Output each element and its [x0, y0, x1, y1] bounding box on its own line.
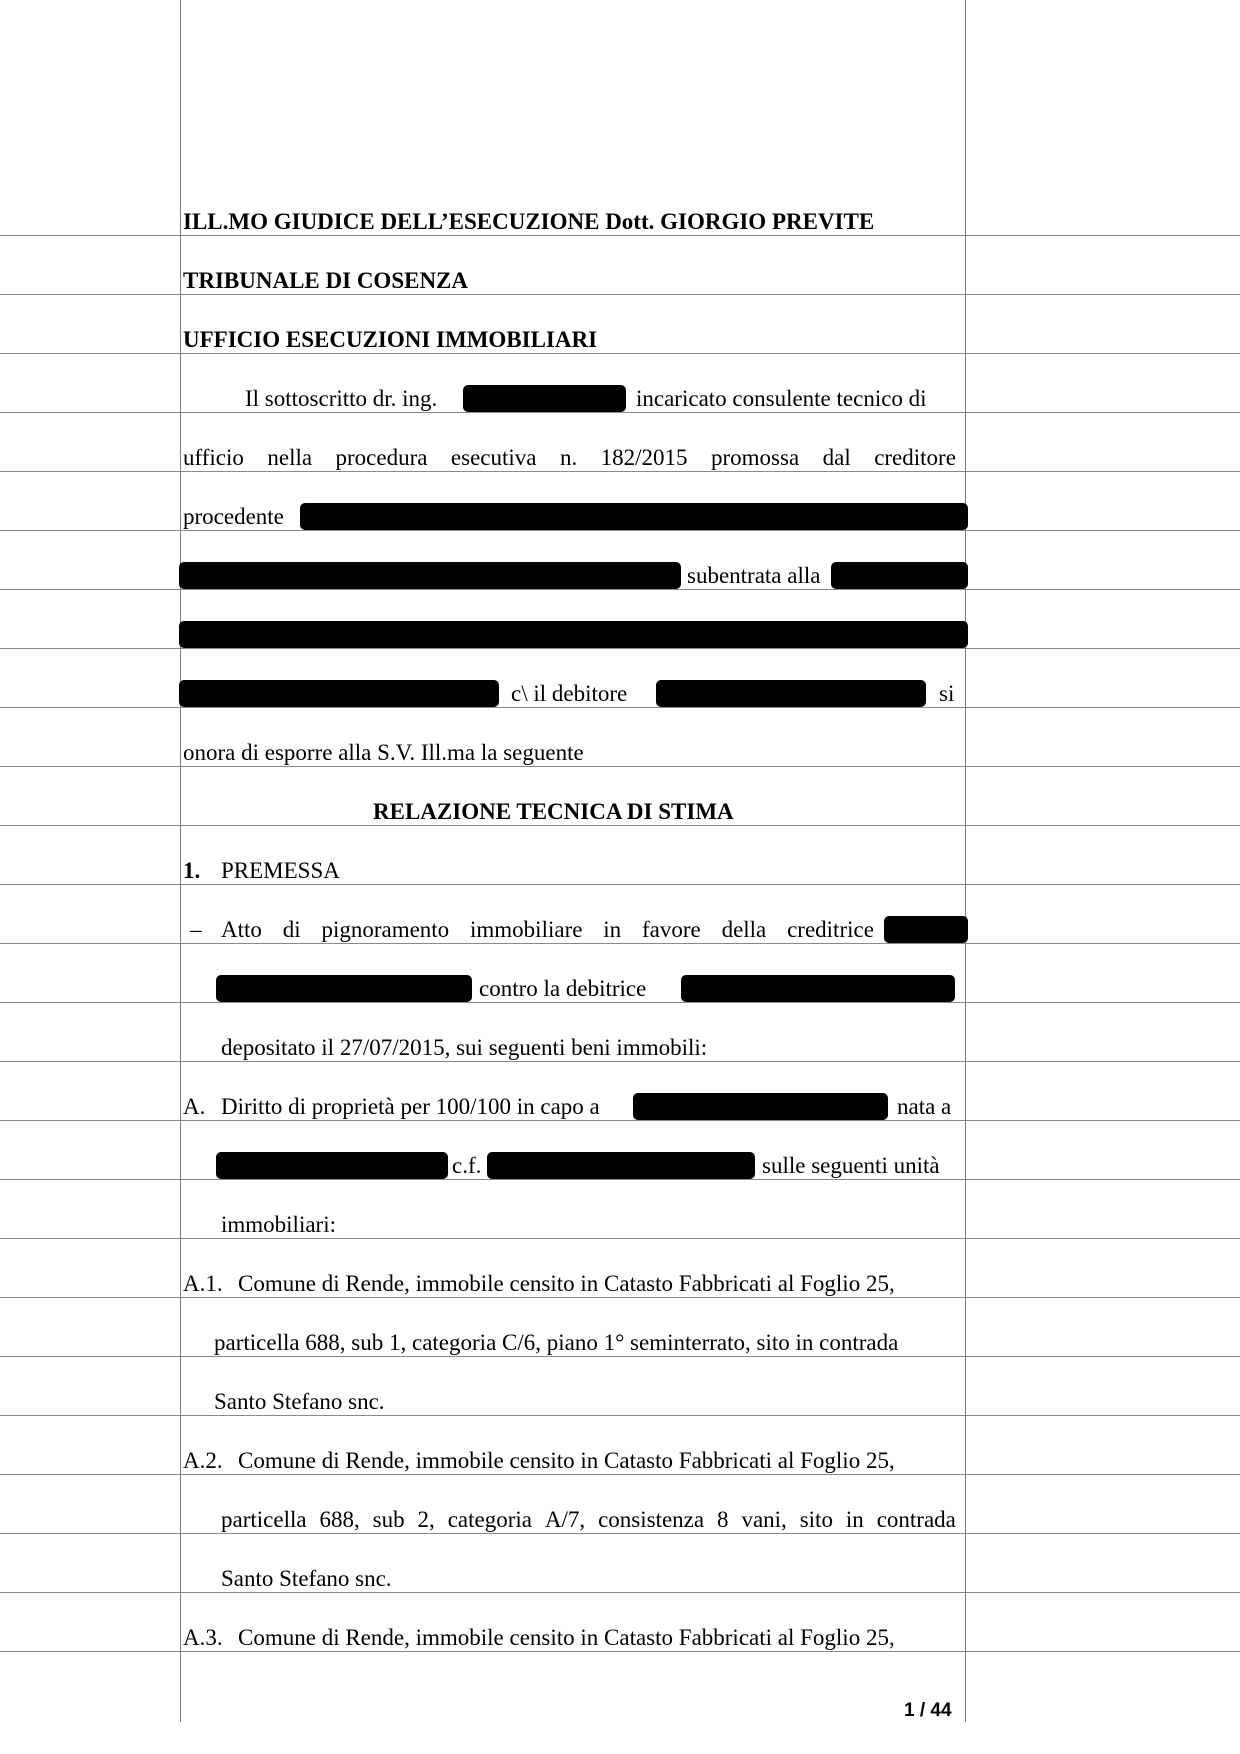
word: n. [559, 445, 578, 470]
word: Atto [221, 917, 262, 942]
redaction-block [633, 1093, 888, 1120]
redaction-block [487, 1152, 755, 1179]
item-a-line-1a: Diritto di proprietà per 100/100 in capo a [221, 1094, 600, 1119]
intro-line-1b: incaricato consulente tecnico di [636, 386, 927, 411]
subitem-a2-line-2 [221, 1505, 956, 1535]
word: vani, [741, 1507, 787, 1532]
redaction-block [831, 562, 968, 589]
word: A/7, [544, 1507, 586, 1532]
word: della [721, 917, 767, 942]
rule-line [0, 412, 1240, 413]
left-margin-line [180, 0, 181, 1722]
word: 688, [319, 1507, 360, 1532]
word: favore [641, 917, 701, 942]
word: immobiliare [470, 917, 583, 942]
premessa-line-3: depositato il 27/07/2015, sui seguenti beni immobili: [221, 1035, 708, 1060]
word: in [845, 1507, 864, 1532]
intro-line-1a: Il sottoscritto dr. ing. [245, 386, 438, 411]
word: di [282, 917, 301, 942]
word: creditore [874, 445, 956, 470]
word: in [603, 917, 622, 942]
subitem-a1-line-2: particella 688, sub 1, categoria C/6, piano 1° seminterrato, sito in contrada [214, 1330, 899, 1355]
subitem-a3-label: A.3. [183, 1625, 223, 1650]
subitem-a3-line-1: Comune di Rende, immobile censito in Catasto Fabbricati al Foglio 25, [238, 1625, 895, 1650]
word: 182/2015 [600, 445, 688, 470]
word: procedura [335, 445, 428, 470]
header-tribunal: TRIBUNALE DI COSENZA [183, 268, 469, 293]
word: promossa [711, 445, 800, 470]
redaction-block [300, 503, 968, 530]
word: dal [822, 445, 851, 470]
subitem-a2-line-3: Santo Stefano snc. [221, 1566, 392, 1591]
word: pignoramento [321, 917, 450, 942]
rule-line [0, 1415, 1240, 1416]
intro-line-6b: si [939, 681, 955, 706]
rule-line [0, 648, 1240, 649]
word: esecutiva [450, 445, 537, 470]
word: 2, [417, 1507, 435, 1532]
intro-line-2 [183, 443, 956, 473]
redaction-block [179, 621, 968, 648]
subitem-a1-label: A.1. [183, 1271, 223, 1296]
section-number: 1. [183, 858, 201, 883]
intro-line-4: subentrata alla [687, 563, 821, 588]
item-a-line-2a: c.f. [452, 1153, 482, 1178]
redaction-block [179, 680, 499, 707]
page-number: 1 / 44 [904, 1700, 952, 1721]
word: nella [267, 445, 313, 470]
header-office: UFFICIO ESECUZIONI IMMOBILIARI [183, 327, 598, 352]
redaction-block [216, 1152, 448, 1179]
word: ufficio [183, 445, 244, 470]
word: categoria [447, 1507, 532, 1532]
word: consistenza [598, 1507, 705, 1532]
rule-line [0, 1179, 1240, 1180]
word: contrada [876, 1507, 956, 1532]
item-a-line-2b: sulle seguenti unità [762, 1153, 940, 1178]
word: particella [221, 1507, 307, 1532]
redaction-block [656, 680, 926, 707]
redaction-block [179, 562, 681, 589]
subitem-a2-label: A.2. [183, 1448, 223, 1473]
redaction-block [884, 916, 968, 943]
word: 8 [717, 1507, 729, 1532]
subitem-a1-line-1: Comune di Rende, immobile censito in Catasto Fabbricati al Foglio 25, [238, 1271, 895, 1296]
intro-line-7: onora di esporre alla S.V. Ill.ma la seguente [183, 740, 584, 765]
word: sito [799, 1507, 833, 1532]
redaction-block [216, 975, 472, 1002]
report-title: RELAZIONE TECNICA DI STIMA [373, 799, 734, 824]
intro-line-6a: c\ il debitore [511, 681, 628, 706]
section-title: PREMESSA [221, 858, 340, 883]
item-a-line-1b: nata a [897, 1094, 952, 1119]
rule-line [0, 589, 1240, 590]
redaction-block [681, 975, 955, 1002]
right-margin-line [965, 0, 966, 1722]
rule-line [0, 1592, 1240, 1593]
rule-line [0, 1238, 1240, 1239]
intro-line-3: procedente [183, 504, 284, 529]
premessa-line-1 [221, 915, 874, 945]
item-a-label: A. [183, 1094, 206, 1119]
subitem-a1-line-3: Santo Stefano snc. [214, 1389, 385, 1414]
redaction-block [463, 385, 626, 412]
header-judge: ILL.MO GIUDICE DELL’ESECUZIONE Dott. GIORGIO PREVITE [183, 209, 875, 234]
bullet-dash: – [190, 917, 202, 942]
premessa-line-2: contro la debitrice [479, 976, 647, 1001]
word: creditrice [787, 917, 874, 942]
subitem-a2-line-1: Comune di Rende, immobile censito in Catasto Fabbricati al Foglio 25, [238, 1448, 895, 1473]
item-a-line-3: immobiliari: [221, 1212, 336, 1237]
word: sub [372, 1507, 405, 1532]
